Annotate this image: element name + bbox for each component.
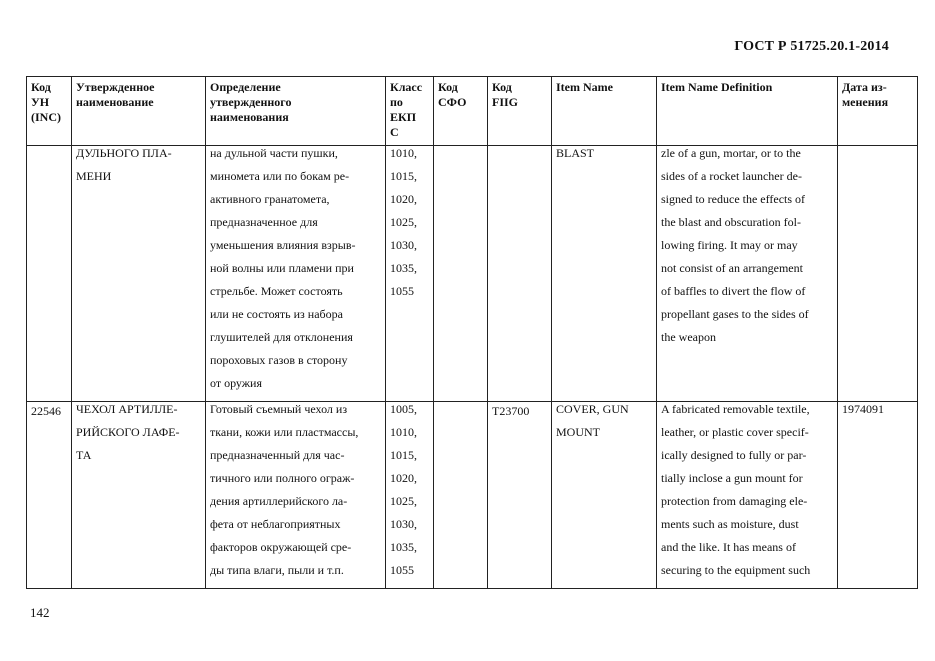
cell-line: 1010, — [390, 146, 417, 160]
cell-line: 1035, — [390, 261, 417, 275]
cell-sfo — [434, 146, 488, 402]
cell-line: MOUNT — [556, 425, 600, 439]
cell-line: уменьшения влияния взрыв- — [210, 238, 356, 252]
cell-date — [838, 402, 918, 589]
cell-line: 1030, — [390, 517, 417, 531]
cell-line: ткани, кожи или пластмассы, — [210, 425, 359, 439]
column-header-line: Утвержденное — [76, 80, 155, 94]
cell-line: 1055 — [390, 563, 414, 577]
column-header-line: Класс — [390, 80, 423, 94]
column-header-line: СФО — [438, 95, 467, 109]
cell-value: 1974091 — [842, 402, 884, 416]
cell-value: T23700 — [492, 404, 530, 418]
column-header-line: наименование — [76, 95, 154, 109]
column-header-line: менения — [842, 95, 889, 109]
cell-line: ments such as moisture, dust — [661, 517, 799, 531]
cell-line: 1035, — [390, 540, 417, 554]
cell-inc — [27, 146, 72, 402]
column-header-line: Item Name — [556, 80, 613, 94]
column-header-line: утвержденного — [210, 95, 292, 109]
column-header-line: Код — [31, 80, 51, 94]
column-header-line: Дата из- — [842, 80, 887, 94]
cell-line: тичного или полного ограж- — [210, 471, 355, 485]
cell-line: Готовый съемный чехол из — [210, 402, 348, 416]
cell-line: propellant gases to the sides of — [661, 307, 809, 321]
cell-line: ной волны или пламени при — [210, 261, 354, 275]
cell-line: МЕНИ — [76, 169, 112, 183]
cell-line: миномета или по бокам ре- — [210, 169, 350, 183]
cell-line: или не состоять из набора — [210, 307, 343, 321]
cell-line: активного гранатомета, — [210, 192, 330, 206]
cell-line: пороховых газов в сторону — [210, 353, 348, 367]
table-row — [27, 146, 918, 402]
column-header-line: наименования — [210, 110, 289, 124]
column-header-name-ru — [72, 77, 206, 146]
cell-fiig — [488, 402, 552, 589]
cell-class — [386, 402, 434, 589]
column-header-definition-en — [657, 77, 838, 146]
cell-line: ды типа влаги, пыли и т.п. — [210, 563, 344, 577]
cell-line: tially inclose a gun mount for — [661, 471, 803, 485]
cell-line: zle of a gun, mortar, or to the — [661, 146, 801, 160]
cell-class — [386, 146, 434, 402]
cell-line: дения артиллерийского ла- — [210, 494, 348, 508]
cell-line: and the like. It has means of — [661, 540, 796, 554]
cell-date — [838, 146, 918, 402]
cell-line: 1025, — [390, 494, 417, 508]
cell-inc — [27, 402, 72, 589]
cell-line: leather, or plastic cover specif- — [661, 425, 809, 439]
cell-definition-en — [657, 402, 838, 589]
cell-line: факторов окружающей сре- — [210, 540, 352, 554]
cell-line: 1020, — [390, 471, 417, 485]
cell-line: РИЙСКОГО ЛАФЕ- — [76, 425, 180, 439]
cell-line: A fabricated removable textile, — [661, 402, 810, 416]
document-code: ГОСТ Р 51725.20.1-2014 — [734, 39, 889, 54]
cell-line: ЧЕХОЛ АРТИЛЛЕ- — [76, 402, 178, 416]
column-header-fiig — [488, 77, 552, 146]
cell-line: 1020, — [390, 192, 417, 206]
cell-line: the weapon — [661, 330, 716, 344]
cell-line: стрельбе. Может состоять — [210, 284, 343, 298]
column-header-item-name — [552, 77, 657, 146]
cell-line: the blast and obscuration fol- — [661, 215, 801, 229]
cell-line: COVER, GUN — [556, 402, 629, 416]
cell-line: ТА — [76, 448, 92, 462]
cell-name-ru — [72, 146, 206, 402]
cell-line: 1005, — [390, 402, 417, 416]
cell-line: sides of a rocket launcher de- — [661, 169, 802, 183]
column-header-line: УН — [31, 95, 50, 109]
column-header-line: Item Name Definition — [661, 80, 773, 94]
column-header-line: Код — [438, 80, 458, 94]
column-header-inc — [27, 77, 72, 146]
cell-line: глушителей для отклонения — [210, 330, 353, 344]
cell-definition-en — [657, 146, 838, 402]
table-body — [27, 146, 918, 589]
column-header-date — [838, 77, 918, 146]
column-header-definition-ru — [206, 77, 386, 146]
cell-line: 1010, — [390, 425, 417, 439]
cell-line: 1025, — [390, 215, 417, 229]
cell-fiig — [488, 146, 552, 402]
cell-definition-ru — [206, 146, 386, 402]
cell-line: signed to reduce the effects of — [661, 192, 806, 206]
cell-line: not consist of an arrangement — [661, 261, 803, 275]
page-number: 142 — [30, 605, 50, 620]
cell-line: securing to the equipment such — [661, 563, 811, 577]
column-header-line: (INC) — [31, 110, 61, 124]
column-header-line: по — [390, 95, 403, 109]
column-header-line: Определение — [210, 80, 281, 94]
cell-line: lowing firing. It may or may — [661, 238, 798, 252]
table-row — [27, 402, 918, 589]
cell-definition-ru — [206, 402, 386, 589]
column-header-line: ЕКП — [390, 110, 417, 124]
cell-sfo — [434, 402, 488, 589]
cell-item-name — [552, 146, 657, 402]
cell-item-name — [552, 402, 657, 589]
cell-line: 1015, — [390, 448, 417, 462]
column-header-class — [386, 77, 434, 146]
cell-line: ДУЛЬНОГО ПЛА- — [76, 146, 172, 160]
cell-line: фета от неблагоприятных — [210, 517, 341, 531]
catalog-table — [26, 76, 918, 589]
table-header-row — [27, 77, 918, 146]
cell-line: на дульной части пушки, — [210, 146, 338, 160]
cell-line: 1030, — [390, 238, 417, 252]
column-header-line: Код — [492, 80, 512, 94]
column-header-line: FIIG — [492, 95, 519, 109]
cell-value: 22546 — [31, 404, 61, 418]
column-header-line: С — [390, 125, 399, 139]
cell-line: 1015, — [390, 169, 417, 183]
cell-line: от оружия — [210, 376, 263, 390]
cell-line: предназначенный для час- — [210, 448, 345, 462]
column-header-sfo — [434, 77, 488, 146]
cell-line: предназначенное для — [210, 215, 318, 229]
cell-line: protection from damaging ele- — [661, 494, 808, 508]
cell-line: 1055 — [390, 284, 414, 298]
cell-line: ically designed to fully or par- — [661, 448, 807, 462]
cell-name-ru — [72, 402, 206, 589]
cell-line: BLAST — [556, 146, 595, 160]
cell-line: of baffles to divert the flow of — [661, 284, 806, 298]
